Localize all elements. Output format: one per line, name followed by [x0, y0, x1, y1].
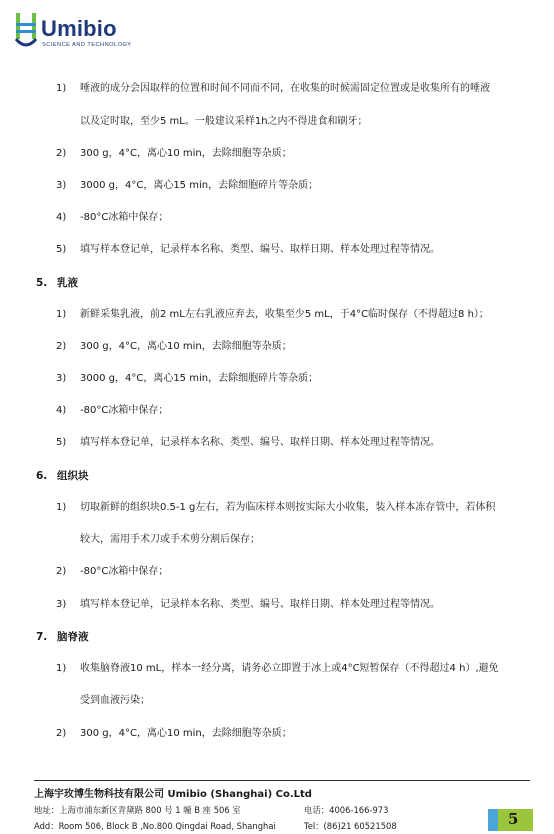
list-item-text: 300 g，4°C，离心10 min，去除细胞等杂质； — [80, 148, 292, 159]
list-item-continuation: 受到血液污染； — [80, 695, 150, 706]
list-item-text: 新鲜采集乳液，前2 mL左右乳液应弃去，收集至少5 mL，于4°C临时保存（不得超过8 h）； — [80, 309, 489, 320]
list-item-text: -80°C冰箱中保存； — [80, 405, 169, 416]
list-item-text: 3000 g，4°C，离心15 min，去除细胞碎片等杂质； — [80, 373, 319, 384]
list-number: 3) — [56, 599, 67, 610]
list-number: 3) — [56, 180, 67, 191]
list-item-text: 300 g，4°C，离心10 min，去除细胞等杂质； — [80, 728, 292, 739]
section-title: 组织块 — [57, 470, 89, 482]
list-number: 2) — [56, 148, 67, 159]
footer-company: 上海宇玫博生物科技有限公司 Umibio (Shanghai) Co.Ltd — [34, 789, 312, 800]
list-item-text: 填写样本登记单，记录样本名称、类型、编号、取样日期、样本处理过程等情况。 — [80, 599, 440, 610]
list-number: 1) — [56, 309, 67, 320]
list-item-text: 切取新鲜的组织块0.5-1 g左右，若为临床样本则按实际大小收集，装入样本冻存管中，若体积 — [80, 502, 496, 513]
list-item-continuation: 以及定时取，至少5 mL。一般建议采样1h之内不得进食和刷牙； — [80, 116, 368, 127]
section-number: 5. — [36, 277, 48, 289]
list-number: 1) — [56, 83, 67, 94]
footer-divider — [34, 780, 530, 781]
footer-address-cn: 地址：上海市浦东新区青黛路 800 号 1 幢 B 座 506 室 — [34, 805, 241, 815]
list-number: 4) — [56, 212, 67, 223]
section-title: 脑脊液 — [57, 631, 89, 643]
list-number: 2) — [56, 728, 67, 739]
footer-tel-en: Tel：(86)21 60521508 — [304, 821, 397, 831]
list-number: 1) — [56, 663, 67, 674]
list-number: 3) — [56, 373, 67, 384]
list-item-text: 唾液的成分会因取样的位置和时间不同而不同，在收集的时候需固定位置或是收集所有的唾液 — [80, 83, 490, 94]
page-number: 5 — [508, 810, 519, 828]
list-item-text: 300 g，4°C，离心10 min，去除细胞等杂质； — [80, 341, 292, 352]
umibio-logo-icon — [14, 13, 38, 51]
footer-address-en: Add：Room 506, Block B ,No.800 Qingdai Road, Shanghai — [34, 821, 276, 831]
section-title: 乳液 — [57, 277, 78, 289]
footer-phone-cn: 电话：4006-166-973 — [304, 805, 389, 815]
logo-name: Umibio — [41, 16, 117, 41]
list-item-text: 3000 g，4°C，离心15 min，去除细胞碎片等杂质； — [80, 180, 319, 191]
list-number: 4) — [56, 405, 67, 416]
company-logo — [14, 13, 132, 53]
list-number: 2) — [56, 341, 67, 352]
list-item-text: 填写样本登记单，记录样本名称、类型、编号、取样日期、样本处理过程等情况。 — [80, 437, 440, 448]
list-number: 5) — [56, 244, 67, 255]
list-number: 1) — [56, 502, 67, 513]
list-item-text: -80°C冰箱中保存； — [80, 566, 169, 577]
list-number: 2) — [56, 566, 67, 577]
list-item-text: 收集脑脊液10 mL，样本一经分离，请务必立即置于冰上或4°C短暂保存（不得超过4 h）,避免 — [80, 663, 499, 674]
logo-tagline: SCIENCE AND TECHNOLOGY — [42, 42, 132, 48]
section-number: 6. — [36, 470, 48, 482]
list-item-text: 填写样本登记单，记录样本名称、类型、编号、取样日期、样本处理过程等情况。 — [80, 244, 440, 255]
list-item-continuation: 较大，需用手术刀或手术剪分割后保存； — [80, 534, 260, 545]
list-item-text: -80°C冰箱中保存； — [80, 212, 169, 223]
section-number: 7. — [36, 631, 48, 643]
list-number: 5) — [56, 437, 67, 448]
